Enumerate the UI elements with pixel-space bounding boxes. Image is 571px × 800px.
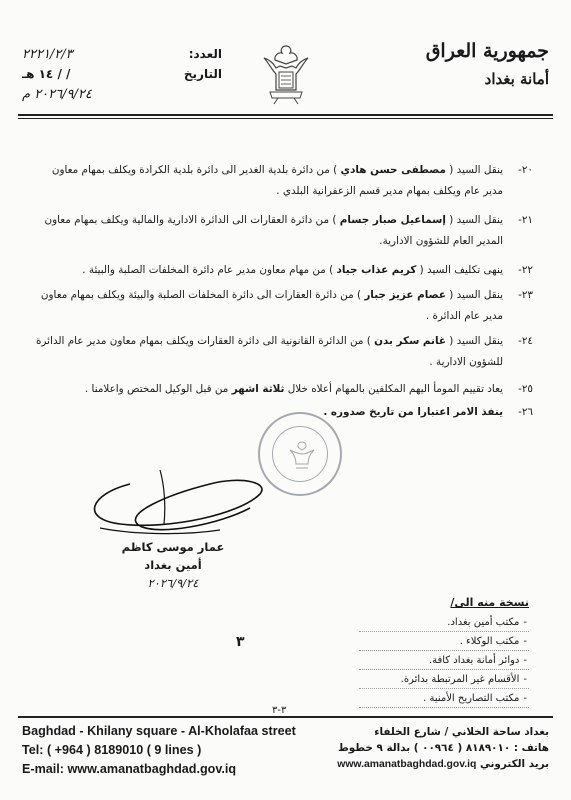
- list-item: - مكتب الوكلاء .: [359, 632, 529, 651]
- footer-arabic: [337, 724, 549, 773]
- list-item: ٢٦- ينفذ الامر اعتبارا من تاريخ صدوره .: [323, 406, 533, 418]
- copies-title: نسخة منه الى/: [450, 596, 529, 609]
- signature-block: [98, 540, 248, 594]
- page-number: ٣: [236, 634, 245, 650]
- footer-email: E-mail: www.amanatbaghdad.gov.iq: [22, 762, 237, 776]
- signatory-title: أمين بغداد: [144, 558, 202, 572]
- footer-english: [22, 722, 296, 779]
- footer-divider: [18, 716, 553, 718]
- page-reference: ٣-٣: [272, 705, 287, 716]
- number-row: [22, 44, 222, 64]
- list-item: - مكتب التصاريح الأمنية .: [359, 689, 529, 708]
- list-item: - دوائر أمانة بغداد كافة.: [359, 651, 529, 670]
- republic-title: جمهورية العراق: [425, 40, 549, 62]
- signatory-name: عمار موسى كاظم: [121, 540, 225, 554]
- list-item: ٢٠- ينقل السيد ( مصطفى حسن هادي ) من دائرة بلدية الغدير الى دائرة بلدية الكرادة ويكلف بمهام معاون مدير عام ويكلف بمهام مدير قسم الزعفرانية البلدي .: [51, 164, 533, 197]
- signature-date: ٢٠٢٦/٩/٢٤: [147, 576, 199, 590]
- footer-ar-web: www.amanatbaghdad.gov.iq: [337, 759, 477, 770]
- list-item: ٢٢- ينهى تكليف السيد ( كريم عذاب جياد ) من مهام معاون مدير عام دائرة المخلفات الصلبة والبيئة .: [82, 264, 533, 276]
- copies-list: [359, 596, 529, 708]
- order-items: [30, 160, 533, 423]
- amanat-title: أمانة بغداد: [484, 70, 549, 88]
- list-item: - الأقسام غير المرتبطة بدائرة.: [359, 670, 529, 689]
- handwritten-signature: [60, 464, 290, 544]
- number-label: العدد:: [188, 47, 222, 61]
- date-greg-row: [22, 84, 222, 104]
- footer-ar-email-label: بريد الكتروني: [480, 758, 549, 770]
- letterhead-right: [426, 40, 549, 88]
- footer-address: Baghdad - Khilany square - Al-Kholafaa street: [22, 724, 296, 738]
- header-divider: [18, 114, 553, 116]
- letter-reference: [22, 44, 222, 104]
- list-item: ٢١- ينقل السيد ( إسماعيل صبار جسام ) من دائرة العقارات الى الدائرة الادارية والمالية ويكلف بمهام معاون المدير العام للشؤون الادارية.: [44, 214, 533, 247]
- number-value: ٢٢٢١/٢/٣: [22, 46, 73, 62]
- footer-ar-tel: هاتف : ٨١٨٩٠١٠ ( ٠٠٩٦٤ ) بدالة ٩ خطوط: [337, 742, 549, 754]
- date-hijri: / / ١٤ هـ: [22, 67, 71, 81]
- date-row: [22, 64, 222, 84]
- header-divider-thin: [18, 118, 553, 119]
- eagle-emblem-icon: [258, 40, 314, 106]
- list-item: ٢٣- ينقل السيد ( عصام عزيز جبار ) من دائرة العقارات الى دائرة المخلفات الصلبة والبيئة ويكلف بمهام معاون مدير عام الدائرة .: [40, 289, 533, 322]
- list-item: ٢٥- يعاد تقييم المومأ اليهم المكلفين بالمهام أعلاه خلال ثلاثة اشهر من قبل الوكيل المختص واعلامنا .: [84, 383, 533, 395]
- list-item: - مكتب أمين بغداد.: [359, 613, 529, 632]
- footer-ar-address: بغداد ساحة الخلاني / شارع الخلفاء: [374, 726, 549, 738]
- date-gregorian: ٢٠٢٦/٩/٢٤ م: [22, 86, 92, 102]
- footer-tel: Tel: ( +964 ) 8189010 ( 9 lines ): [22, 743, 202, 757]
- list-item: ٢٤- ينقل السيد ( غانم سكر بدن ) من الدائرة القانونية الى دائرة العقارات ويكلف بمهام معاون مدير عام الدائرة للشؤون الادارية .: [35, 335, 533, 368]
- date-label: التاريخ: [183, 67, 222, 81]
